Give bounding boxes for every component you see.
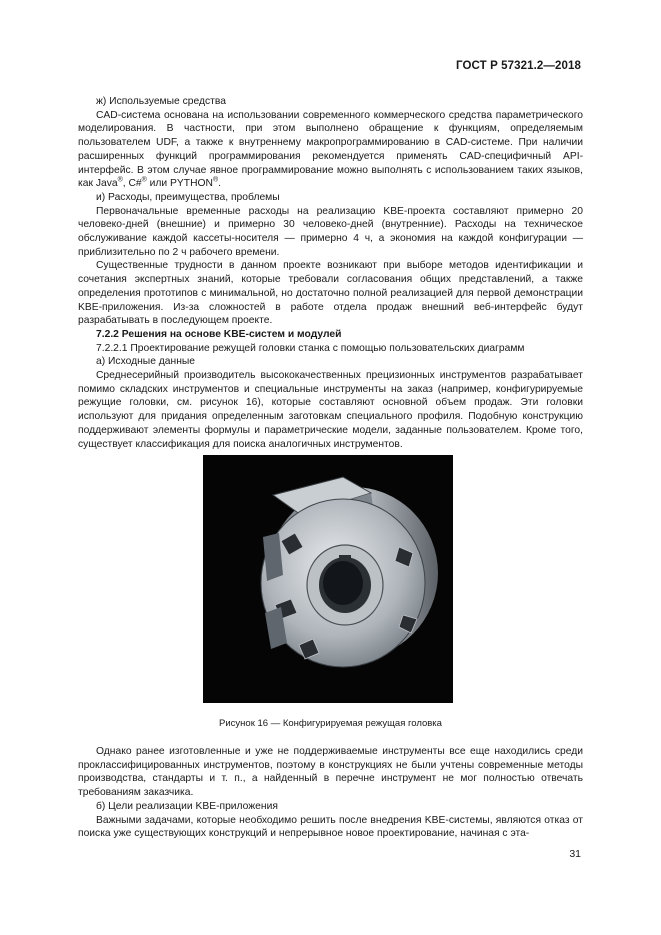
main-text-bottom — [78, 745, 583, 841]
section-b-text: Важными задачами, которые необходимо решить после внедрения KBE-системы, являются отказ от поиска уже существующих конструкций и непрерывное новое проектирование, начиная с эта- — [78, 814, 583, 840]
cutting-head-illustration — [203, 455, 453, 703]
section-b-title: б) Цели реализации KBE-приложения — [96, 800, 278, 812]
section-i-text-1: Первоначальные временные расходы на реализацию KBE-проекта составляют примерно 20 человеко-дней (внешние) и примерно 30 человеко-дней (внутренние). Расходы на техническое обслуживание каждой кассеты-носителя — примерно 4 ч, а экономия на каждой конфигурации — приблизительно по 2 ч рабочего времени. — [78, 205, 583, 258]
section-7-2-2-heading: 7.2.2 Решения на основе KBE-систем и модулей — [96, 328, 342, 340]
figure-caption: Рисунок 16 — Конфигурируемая режущая головка — [219, 718, 442, 729]
section-zh-title: ж) Используемые средства — [96, 96, 226, 107]
page-number: 31 — [569, 848, 581, 860]
paragraph-previous-tools: Однако ранее изготовленные и уже не поддерживаемые инструменты все еще находились среди проклассифицированных инструментов, поэтому в конструкциях не были учтены современные методы производства, стандарты и т. п., а найденный в перечне инструмент не мог полностью отвечать требованиям заказчика. — [78, 746, 583, 799]
section-7-2-2-1-heading: 7.2.2.1 Проектирование режущей головки станка с помощью пользовательских диаграмм — [96, 342, 525, 354]
section-i-title: и) Расходы, преимущества, проблемы — [96, 191, 280, 203]
section-a-text: Среднесерийный производитель высококачественных прецизионных инструментов разрабатывает помимо складских инструментов и специальные инструменты на заказ (например, конфигурируемые режущие головки, см. рисунок 16), которые составляют основной объем продаж. Эти головки используют для придания определенным заготовкам специального профиля. Подобную конструкцию поддерживают элементы формулы и параметрические модели, заданные пользователем. Кроме того, существует классификация для поиска аналогичных инструментов. — [78, 370, 583, 450]
document-header: ГОСТ Р 57321.2—2018 — [456, 60, 581, 72]
cutting-head-image — [203, 455, 453, 703]
section-a-title: а) Исходные данные — [96, 356, 196, 368]
main-text-top — [78, 95, 583, 451]
section-i-text-2: Существенные трудности в данном проекте возникают при выборе методов идентификации и сочетания экспертных знаний, которые требовали согласования общих представлений, а также определения прототипов с минимальной, но достаточно полной реализацией для первой демонстрации KBE-приложения. Из-за сложностей в работе отдела продаж внешний веб-интерфейс будут разрабатывать в последующем проекте. — [78, 260, 583, 327]
section-zh-text: CAD-система основана на использовании современного коммерческого средства параметрического моделирования. В частности, при этом выполнено обращение к функциям, определяемым пользователем UDF, а также к внутреннему макропрограммированию в CAD-системе. При наличии расширенных функций программирования рекомендуется применять CAD-специфичный API-интерфейс. В этом случае явное программирование можно выполнять с использованием таких языков, как Java®, C#® или PYTHON®. — [78, 109, 583, 190]
